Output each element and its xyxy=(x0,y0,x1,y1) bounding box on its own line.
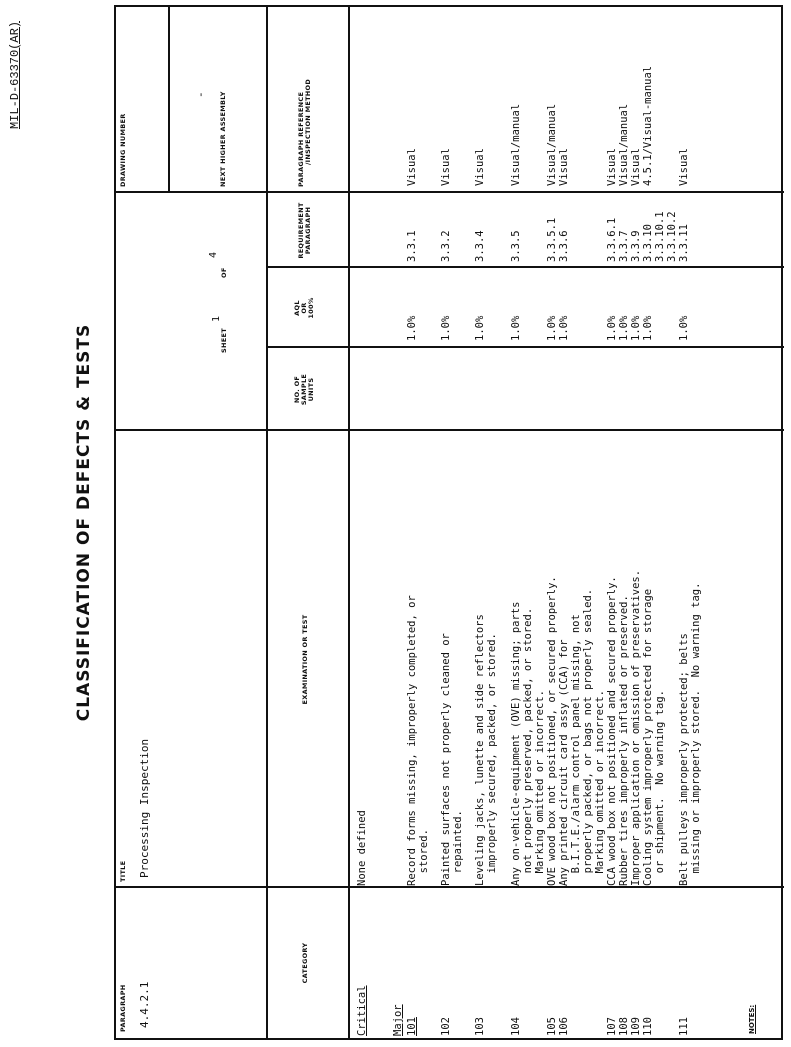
method-cell: Visual xyxy=(474,148,486,186)
sample-column-divider xyxy=(266,347,784,349)
exam-cell: Record forms missing, improperly completed, or xyxy=(406,595,418,886)
paragraph-value: 4.4.2.1 xyxy=(138,981,151,1028)
notes-label: NOTES: xyxy=(748,1004,756,1034)
aql-cell: 1.0% xyxy=(546,315,558,341)
requirement-cell: 3.3.10.2 xyxy=(666,211,678,262)
exam-cell: Leveling jacks, lunette and side reflectors xyxy=(474,614,486,886)
aql-cell: 1.0% xyxy=(630,315,642,341)
requirement-cell: 3.3.5 xyxy=(510,230,522,262)
rotated-page xyxy=(8,5,783,1040)
category-cell: 108 xyxy=(618,1017,630,1036)
sheet-label: SHEET xyxy=(220,328,228,353)
requirement-cell: 3.3.6.1 xyxy=(606,217,618,262)
method-cell: 4.5.1/Visual-manual xyxy=(642,65,654,186)
exam-cell: repainted. xyxy=(452,810,464,886)
requirement-cell: 3.3.6 xyxy=(558,230,570,262)
requirement-cell: 3.3.10 xyxy=(642,224,654,262)
ref-header-line-1: PARAGRAPH REFERENCE xyxy=(297,91,305,187)
exam-cell: Marking omitted or incorrect. xyxy=(594,690,606,886)
header-divider xyxy=(266,7,268,1038)
sample-header-line-3: UNITS xyxy=(307,377,315,402)
aql-header-line-1: AQL xyxy=(293,300,301,316)
exam-cell: improperly secured, packed, or stored. xyxy=(486,633,498,886)
method-cell: Visual/manual xyxy=(546,103,558,186)
requirement-cell: 3.3.1 xyxy=(406,230,418,262)
category-column-divider xyxy=(116,887,784,889)
sample-header xyxy=(294,348,315,431)
exam-cell: Belt pulleys improperly protected; belts xyxy=(678,633,690,886)
aql-cell: 1.0% xyxy=(678,315,690,341)
exam-cell: None defined xyxy=(356,810,368,886)
method-cell: Visual/manual xyxy=(618,103,630,186)
exam-column-divider xyxy=(116,430,784,432)
exam-cell: Any printed circuit card assy (CCA) for xyxy=(558,639,570,886)
sheet-total: 4 xyxy=(208,251,219,258)
exam-cell: Painted surfaces not properly cleaned or xyxy=(440,633,452,886)
req-column-divider xyxy=(116,192,784,194)
category-cell: Major xyxy=(392,1004,404,1036)
exam-cell: B.I.T.E./alarm control panel missing, not xyxy=(570,614,582,886)
method-cell: Visual xyxy=(630,148,642,186)
aql-header xyxy=(294,268,315,348)
aql-cell: 1.0% xyxy=(642,315,654,341)
exam-cell: Improper application or omission of preservatives. xyxy=(630,569,642,886)
category-cell: 103 xyxy=(474,1017,486,1036)
exam-cell: Marking omitted or incorrect. xyxy=(534,690,546,886)
aql-cell: 1.0% xyxy=(440,315,452,341)
requirement-cell: 3.3.2 xyxy=(440,230,452,262)
method-cell: Visual xyxy=(678,148,690,186)
paragraph-label: PARAGRAPH xyxy=(119,984,127,1032)
aql-cell: 1.0% xyxy=(406,315,418,341)
exam-cell: Rubber tires improperly inflated or preserved. xyxy=(618,595,630,886)
method-cell: Visual xyxy=(406,148,418,186)
category-header: CATEGORY xyxy=(301,942,309,984)
exam-cell: stored. xyxy=(418,829,430,886)
title-label: TITLE xyxy=(119,860,127,882)
aql-column-divider xyxy=(266,267,784,269)
aql-cell: 1.0% xyxy=(558,315,570,341)
requirement-cell: 3.3.11 xyxy=(678,224,690,262)
category-cell: 104 xyxy=(510,1017,522,1036)
exam-cell: or shipment. No warning tag. xyxy=(654,690,666,886)
method-cell: Visual xyxy=(440,148,452,186)
exam-cell: Any on-vehicle-equipment (OVE) missing; parts xyxy=(510,601,522,886)
requirement-cell: 3.3.7 xyxy=(618,230,630,262)
category-cell: 109 xyxy=(630,1017,642,1036)
title-value: Processing Inspection xyxy=(138,738,151,878)
ref-header-line-2: /INSPECTION METHOD xyxy=(304,78,312,165)
drawing-number-divider xyxy=(168,7,170,193)
exam-header: EXAMINATION OR TEST xyxy=(301,614,309,705)
method-cell: Visual/manual xyxy=(510,103,522,186)
aql-cell: 1.0% xyxy=(474,315,486,341)
req-header-line-1: REQUIREMENT xyxy=(297,202,305,259)
requirement-cell: 3.3.9 xyxy=(630,230,642,262)
requirement-cell: 3.3.5.1 xyxy=(546,217,558,262)
drawing-number-label: DRAWING NUMBER xyxy=(119,113,127,187)
exam-cell: missing or improperly stored. No warning tag. xyxy=(690,582,702,886)
sample-header-line-1: NO. OF xyxy=(293,375,301,404)
aql-cell: 1.0% xyxy=(606,315,618,341)
category-cell: 110 xyxy=(642,1017,654,1036)
exam-cell: Cooling system improperly protected for storage xyxy=(642,588,654,886)
exam-cell: CCA wood box not positioned and secured properly. xyxy=(606,576,618,886)
next-higher-label: NEXT HIGHER ASSEMBLY xyxy=(219,91,227,187)
category-cell: 102 xyxy=(440,1017,452,1036)
method-cell: Visual xyxy=(606,148,618,186)
of-label: OF xyxy=(220,267,228,278)
aql-cell: 1.0% xyxy=(618,315,630,341)
req-header-line-2: PARAGRAPH xyxy=(304,206,312,255)
requirement-cell: 3.3.4 xyxy=(474,230,486,262)
column-header-divider xyxy=(348,7,350,1038)
aql-header-line-3: 100% xyxy=(307,297,315,319)
exam-cell: not properly preserved, packed, or stored. xyxy=(522,607,534,886)
next-higher-value: - xyxy=(194,91,207,98)
page-title: CLASSIFICATION OF DEFECTS & TESTS xyxy=(74,323,94,722)
document-number: MIL-D-63370(AR) xyxy=(8,21,22,130)
category-cell: 101 xyxy=(406,1017,418,1036)
exam-cell: OVE wood box not positioned, or secured properly. xyxy=(546,576,558,886)
category-cell: Critical xyxy=(356,985,368,1036)
method-cell: Visual xyxy=(558,148,570,186)
req-header xyxy=(298,193,312,268)
requirement-cell: 3.3.10.1 xyxy=(654,211,666,262)
category-cell: 107 xyxy=(606,1017,618,1036)
category-cell: 105 xyxy=(546,1017,558,1036)
category-cell: 106 xyxy=(558,1017,570,1036)
aql-header-line-2: OR xyxy=(300,302,308,314)
sheet-number: 1 xyxy=(211,315,222,322)
exam-cell: properly packed, or bags not properly sealed. xyxy=(582,588,594,886)
sample-header-line-2: SAMPLE xyxy=(300,373,308,406)
category-cell: 111 xyxy=(678,1017,690,1036)
ref-header xyxy=(298,79,312,187)
aql-cell: 1.0% xyxy=(510,315,522,341)
inspection-form xyxy=(114,5,783,1040)
